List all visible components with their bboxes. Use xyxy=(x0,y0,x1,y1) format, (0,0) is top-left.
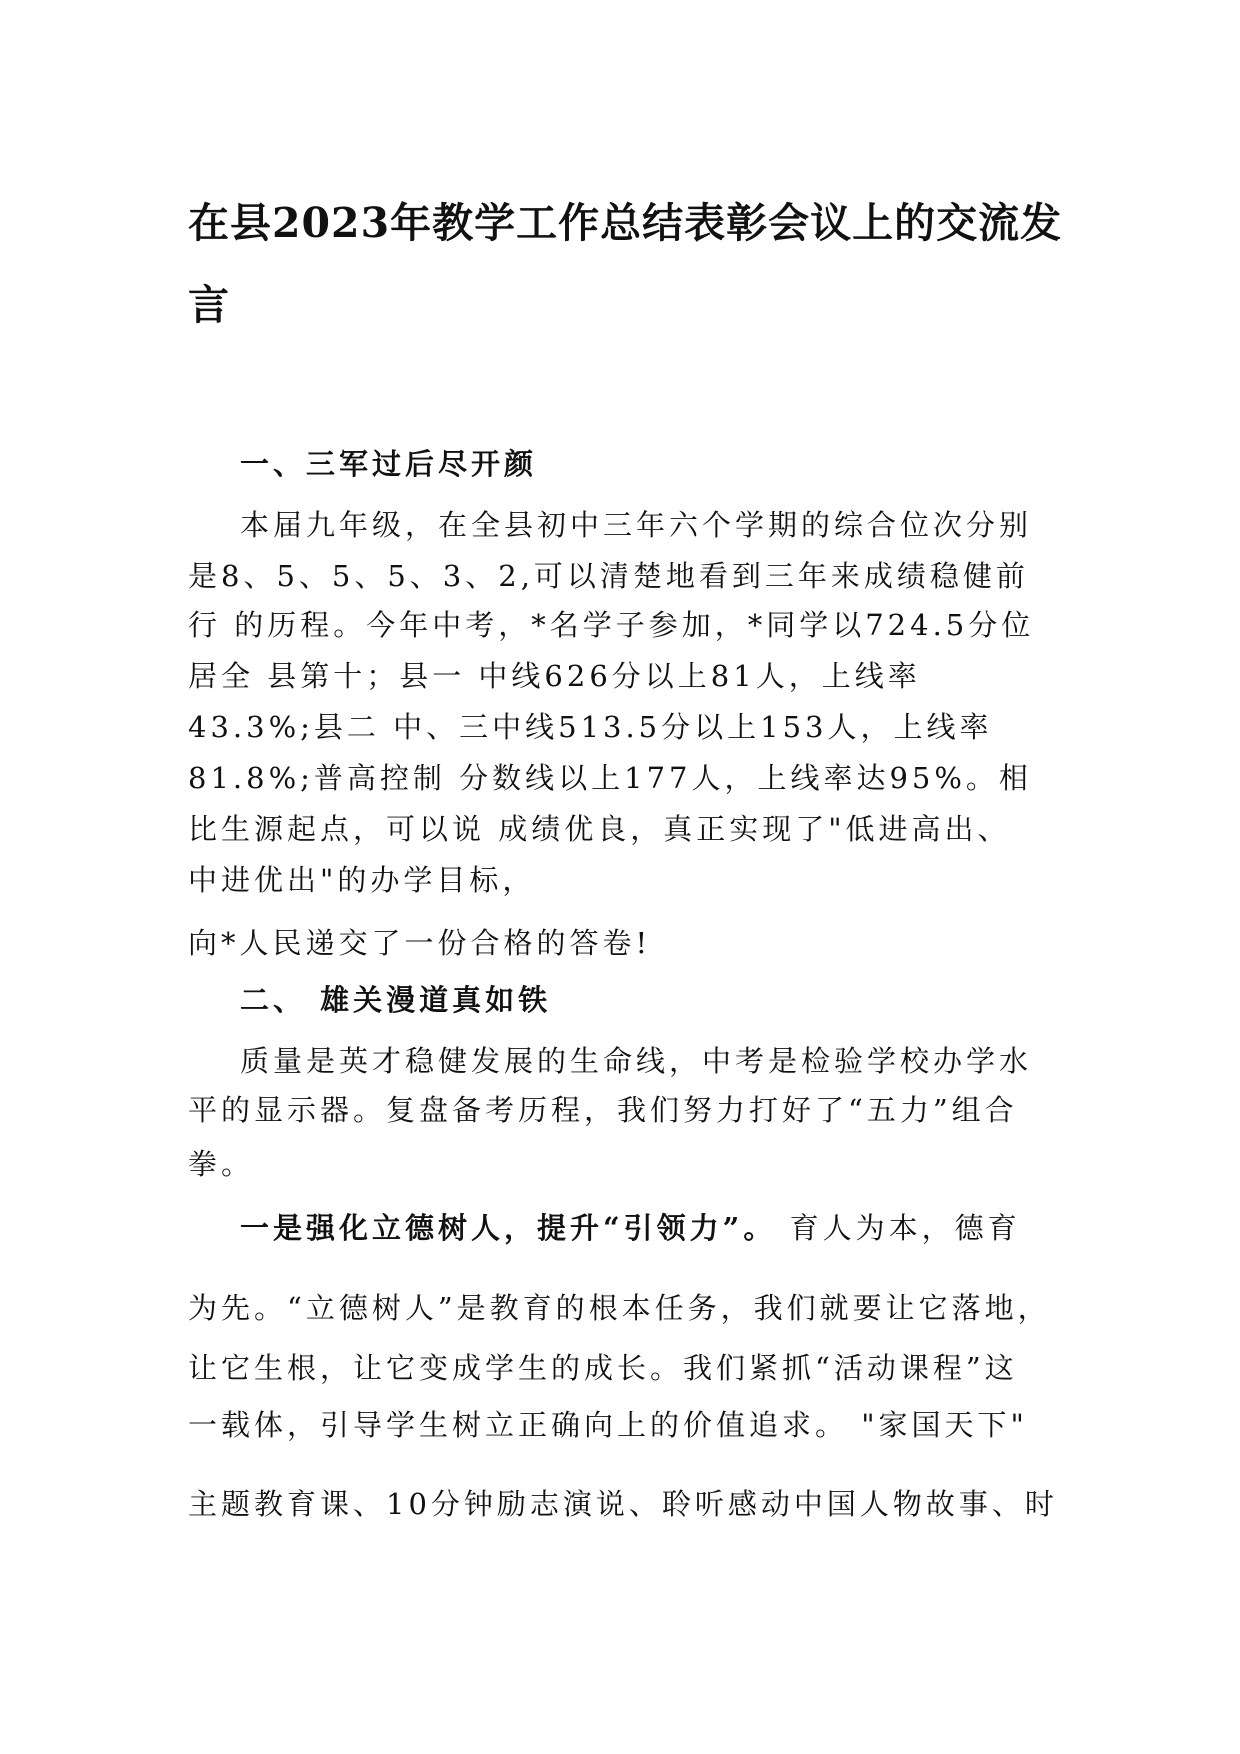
paragraph-line: 43.3%;县二 中、三中线513.5分以上153人，上线率 xyxy=(188,710,993,744)
document-title: 在县2023年教学工作总结表彰会议上的交流发言 xyxy=(188,199,1063,329)
paragraph-line: 居全 县第十；县一 中线626分以上81人，上线率 xyxy=(188,659,921,693)
paragraph-line: 一载体，引导学生树立正确向上的价值追求。 "家国天下" xyxy=(188,1408,1028,1442)
paragraph-line: 拳。 xyxy=(188,1147,255,1181)
paragraph-line: 主题教育课、10分钟励志演说、聆听感动中国人物故事、时 xyxy=(188,1487,1058,1521)
paragraph-line: 比生源起点，可以说 成绩优良，真正实现了"低进高出、 xyxy=(188,812,1011,846)
section-2-heading: 二、 雄关漫道真如铁 xyxy=(240,983,552,1017)
paragraph-line: 向*人民递交了一份合格的答卷! xyxy=(188,926,652,960)
paragraph-line: 质量是英才稳健发展的生命线，中考是检验学校办学水 xyxy=(240,1044,1033,1078)
paragraph-line: 为先。“立德树人”是教育的根本任务，我们就要让它落地， xyxy=(188,1291,1051,1325)
paragraph-line: 81.8%;普高控制 分数线以上177人，上线率达95%。相 xyxy=(188,761,1032,795)
paragraph-line: 是8、5、5、5、3、2,可以清楚地看到三年来成绩稳健前 xyxy=(188,559,1029,593)
point-1-text: 育人为本，德育 xyxy=(789,1211,1021,1245)
paragraph-line: 平的显示器。复盘备考历程，我们努力打好了“五力”组合 xyxy=(188,1093,1018,1127)
section-1-heading: 一、三军过后尽开颜 xyxy=(240,447,538,481)
paragraph-line: 行 的历程。今年中考，*名学子参加，*同学以724.5分位 xyxy=(188,608,1035,642)
paragraph-line: 让它生根，让它变成学生的成长。我们紧抓“活动课程”这 xyxy=(188,1351,1018,1385)
point-1-line xyxy=(240,1210,1021,1246)
paragraph-line: 本届九年级，在全县初中三年六个学期的综合位次分别 xyxy=(240,508,1033,542)
point-1-heading: 一是强化立德树人，提升“引领力”。 xyxy=(240,1211,777,1245)
paragraph-line: 中进优出"的办学目标， xyxy=(188,863,536,897)
